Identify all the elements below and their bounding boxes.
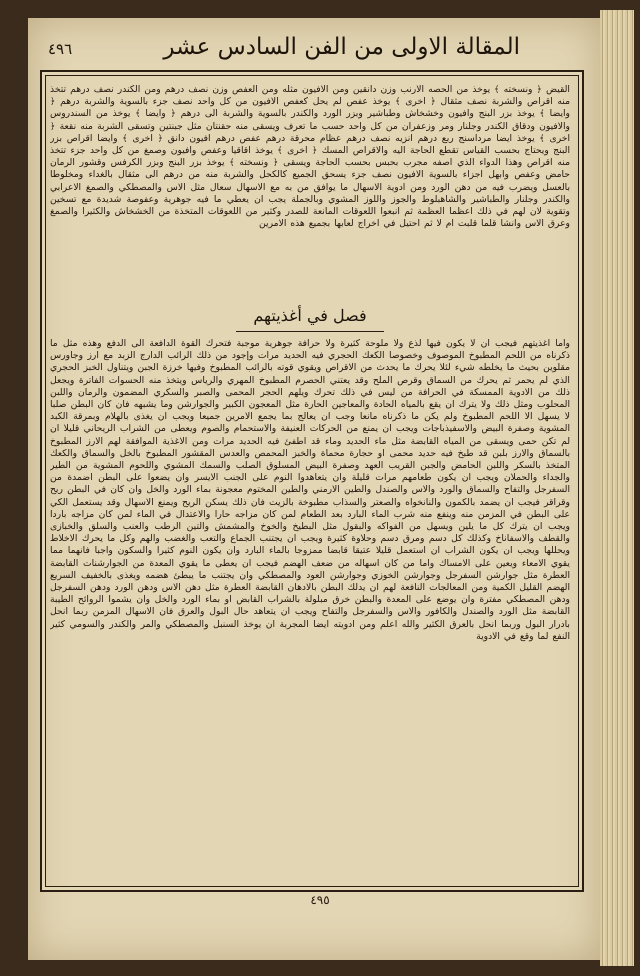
paragraph-diet: واما اغذيتهم فيجب ان لا يكون فيها لذع ولا ملوحة كثيرة ولا حرافة جوهرية موجبة فتحرك القوة الدافعة الى الدفع وهذه مثل ما ذكرناه من اللحم المطبوخ الموصوف وخصوصا الكعك الحجري فيه الحديد مرات وإجود من ذلك الرائب الدارج الزبد مع ارز وجاورس مقلوين بحيث ما يخلطه شيء لئلا يحرك ما يحدث من الاقراص ويقوي قوته بالرائب المطبوخ وفيها خرزة الجبن ويتناول الخبز الحجري الذي لم يحمر ثم يحرك من السماق وقرص الملح وقد يعتني الحصرم المطبوخ المهري والرياس ويتخذ منه الحسوات الفاترة ويجعل ذلك من الادوية الممسكة في الحرافة من ليس في ذلك تحرك ويلهم الحجر المحمى والصبر والسكري المضمون والرمان واللبن المحلوب ومثل ذلك ولا يترك ان يقع بالمياه الحادة والمعاجين الحارة مثل المعجون الكبير والجوارشن وما يشبهه فان كان البطن صلبا لا يسهل الا اللحم المطبوخ ولم يكن ما ذكرناه مانعا وجب ان يعالج بما يجمع الامرين جميعا ويجب ان يغذى بالهلام وبمرقة الكبد المشوية وصفرة البيض والاسفيذباجات ويجب ان يمنع من الحركات العنيفة والاستحمام والصوم ويعطى من الشراب الريحاني قليلا ان لم تكن حمى ويسقى من المياه القابضة مثل ماء الحديد وماء قد اطفئ فيه الحديد مرات ومن الاغذية الموافقة لهم الارز المطبوخ بالسماق والارز بلبن قد طبخ فيه حديد محمى او حجارة محماة والخبز المحمص والعدس المقشور المطبوخ بالخل والسماق والكعك المتخذ بالسكر واللبن الحامض والجبن القريب العهد وصفرة البيض المسلوق الصلب والسمك المشوي واللحوم المشوية من الطير والجداء والحملان ويجب ان يكون طعامهم مرات قليلة وان يتعاهدوا النوم على الجنب الايسر وان يضعوا على البطن اضمدة من السفرجل والتفاح والسماق والورد والاس والصندل والطين الارمني والطين المختوم معجونة بماء الورد والخل وان كان في البطن ريح وقراقر فيجب ان يضمد بالكمون والنانخواه والصعتر والسذاب مطبوخة بالزيت فان ذلك يسكن الريح ويمنع الاسهال وقد يستعمل الكي على البطن في المزمن منه وينفع منه شرب الماء البارد بعد الطعام لمن كان مزاجه حارا والاعتدال في الماء لمن كان مزاجه باردا ويجب ان يترك كل ما يلين ويسهل من الفواكه والبقول مثل البطيخ والخوخ والمشمش والتين الرطب والعنب والسلق والخبازى والقطف والاسفاناخ وكذلك كل دسم ومرق دسم وحلاوة كثيرة ويجب ان يجتنب الجماع والتعب والغضب والهم وكل ما يحرك الاخلاط ويحللها ويجب ان يكون الشراب ان استعمل قليلا عتيقا قابضا ممزوجا بالماء البارد وان يكون النوم كثيرا والسكون واجبا فانهما مما يقوي الامعاء ويعين على الامساك واما من كان اسهاله من ضعف الهضم فيجب ان يعطى ما يقوي المعدة من الجوارشنات القابضة العطرة مثل جوارشن السفرجل وجوارشن الخوزي وجوارشن العود والمصطكي وان يجتنب ما يبطئ هضمه ويغذى بالخفيف السريع الهضم القليل الكمية ومن المعالجات النافعة لهم ان يدلك البطن بالادهان القابضة العطرة مثل دهن الاس ودهن الورد ودهن السفرجل ودهن المصطكي مفترة وان يوضع على المعدة والبطن خرق مبلولة بالشراب القابض او بماء الورد والخل وان يشموا الروائح الطيبة القابضة مثل الورد والصندل والكافور والاس والسفرجل والتفاح ويجب ان يتعاهد حال البول والعرق فان الاسهال المزمن ربما انحل بادرار البول وربما انحل بالعرق الكثير والله اعلم ومن ادويته ايضا المجربة ان يوخذ السنبل والمصطكي والمر والكندر والسومي كثير النفع لما وقع في الادوية [50,338,570,642]
page-number-bottom: ٤٩٥ [310,893,330,907]
section-heading-rule [236,331,384,332]
section-heading: فصل في أغذيتهم [253,306,367,325]
paragraph-prescriptions: القيض ﴿ ونسخته ﴾ يوخذ من الحصه الارنب وزن دانقين ومن الافيون مثله ومن العفص وزن نصف درهم ومن الكندر نصف درهم تتخذ منه اقراص والشربة نصف مثقال ﴿ اخرى ﴾ يوخذ عفص لم يحل كعفص الافيون من كل واحد نصف جزء بالسوية والشربة درهم ﴿ وايضا ﴾ يوخذ بزر البنج وافيون وخشخاش وطباشير وبزر الورد والكندر بالسوية والشربة الى درهم ﴿ وايضا ﴾ يوخذ من السندروس والافيون ودقاق الكندر وجلنار ومر وزعفران من كل واحد حسب ما تعرف ويسقى منه حقنتان مثل جبنتين وتسقى الشربة منه نقعة ﴿ اخرى ﴾ يوخذ ايضا مرداسنج ربع درهم انزيه نصف درهم عظام محرقة درهم عفص درهم افيون دانق ﴿ اخرى ﴾ وايضا اقراص بزر البنج ويحتاج بحسب القياس تقطع الحاجة اليه والاقراص المسك ﴿ اخرى ﴾ يوخذ اقاقيا وعفص وافيون وصمغ من كل واحد جزء تتخذ منه اقراص وهذا الدواء الذي اصفه مجرب بحبس بحسب الحاجة ويسقى ﴿ ونسخته ﴾ يوخذ بزر البنج وبزر الكرفس وقشور الرمان حامض وعفص وابهل اجزاء بالسوية الافيون نصف جزء يسحق الجميع كالكحل والشربة منه من درهم الى مثقال بالغداء ومخلوطا بالعسل ويضرب فيه من دهن الورد ومن ادوية الاسهال ما يوافق من به مع الاسهال سعال مثل الاس والمصطكي والصمغ الاعرابي والكندر وجلنار والطباشير والشاهبلوط والجوز واللوز المشوي وبالجملة يجب ان يعطي ما فيه جوهرية وعفوصة شديدة مع تسخين وتقوية لان لهم في ذلك اعظما العظمة ثم انبعوا اللعوقات المانعة للصدر وكثير من اللعوقات المتخذة من الخشخاش والكثيرا والصمغ وعرق الاس وانشا قلما قلبت ام لا ثم احتيل في اخراج لعابها بجميع هذه الامرين [50,84,570,230]
page-number-top: ٤٩٦ [48,40,73,58]
running-title: المقالة الاولى من الفن السادس عشر [163,34,520,60]
page-header [40,30,580,70]
page-edges [600,10,634,966]
